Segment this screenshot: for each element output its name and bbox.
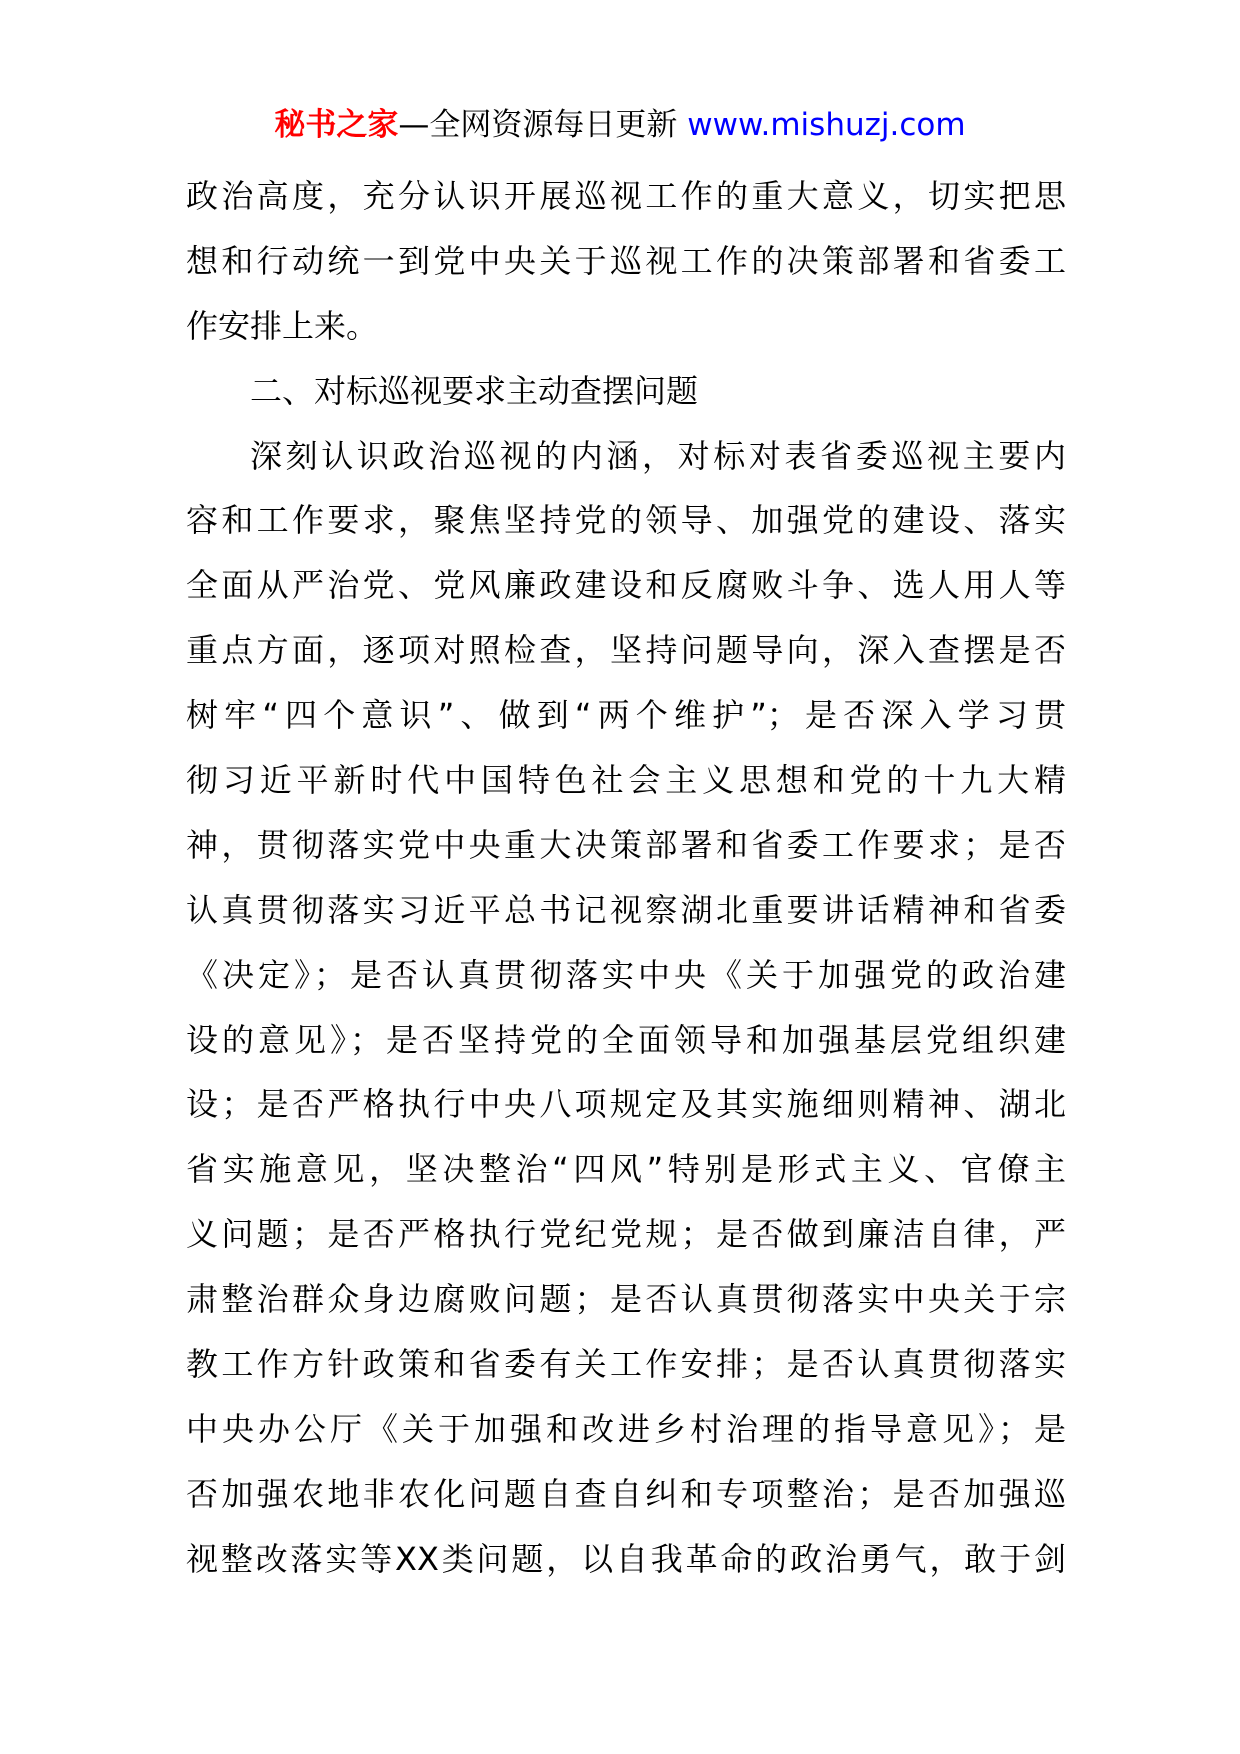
text-line: 中央办公厅《关于加强和改进乡村治理的指导意见》；是 xyxy=(186,1409,1066,1448)
text-line: 政治高度，充分认识开展巡视工作的重大意义，切实把思 xyxy=(186,177,1066,215)
text-line: 否加强农地非农化问题自查自纠和专项整治；是否加强巡 xyxy=(186,1474,1066,1513)
section-heading xyxy=(186,359,1066,424)
site-header xyxy=(0,98,1240,152)
text-line: 教工作方针政策和省委有关工作安排；是否认真贯彻落实 xyxy=(186,1345,1066,1384)
site-tagline: —全网资源每日更新 xyxy=(398,107,678,143)
text-line: 全面从严治党、党风廉政建设和反腐败斗争、选人用人等 xyxy=(186,566,1066,605)
site-brand: 秘书之家 xyxy=(274,107,399,143)
document-body xyxy=(186,164,1066,1592)
text-line: 视整改落实等XX类问题，以自我革命的政治勇气，敢于剑 xyxy=(186,1539,1066,1578)
text-line: 设的意见》；是否坚持党的全面领导和加强基层党组织建 xyxy=(186,1020,1066,1059)
text-line: 肃整治群众身边腐败问题；是否认真贯彻落实中央关于宗 xyxy=(186,1280,1066,1319)
paragraph xyxy=(186,164,1066,359)
text-line: 省实施意见，坚决整治“四风”特别是形式主义、官僚主 xyxy=(186,1150,1066,1189)
heading-line: 二、对标巡视要求主动查摆问题 xyxy=(250,371,699,410)
text-line: 设；是否严格执行中央八项规定及其实施细则精神、湖北 xyxy=(186,1085,1066,1124)
text-line: 《决定》；是否认真贯彻落实中央《关于加强党的政治建 xyxy=(186,955,1066,994)
text-line: 重点方面，逐项对照检查，坚持问题导向，深入查摆是否 xyxy=(186,631,1066,670)
text-line: 想和行动统一到党中央关于巡视工作的决策部署和省委工 xyxy=(186,241,1066,280)
text-line: 容和工作要求，聚焦坚持党的领导、加强党的建设、落实 xyxy=(186,501,1066,540)
text-line: 深刻认识政治巡视的内涵，对标对表省委巡视主要内 xyxy=(250,436,1066,475)
site-url-link[interactable]: www.mishuzj.com xyxy=(687,107,966,143)
text-line: 树牢“四个意识”、做到“两个维护”；是否深入学习贯 xyxy=(186,696,1066,735)
paragraph xyxy=(186,424,1066,1592)
text-line: 义问题；是否严格执行党纪党规；是否做到廉洁自律，严 xyxy=(186,1215,1066,1254)
text-line: 彻习近平新时代中国特色社会主义思想和党的十九大精 xyxy=(186,761,1066,800)
text-line: 神，贯彻落实党中央重大决策部署和省委工作要求；是否 xyxy=(186,825,1066,864)
text-line: 作安排上来。 xyxy=(186,306,379,345)
text-line: 认真贯彻落实习近平总书记视察湖北重要讲话精神和省委 xyxy=(186,890,1066,929)
